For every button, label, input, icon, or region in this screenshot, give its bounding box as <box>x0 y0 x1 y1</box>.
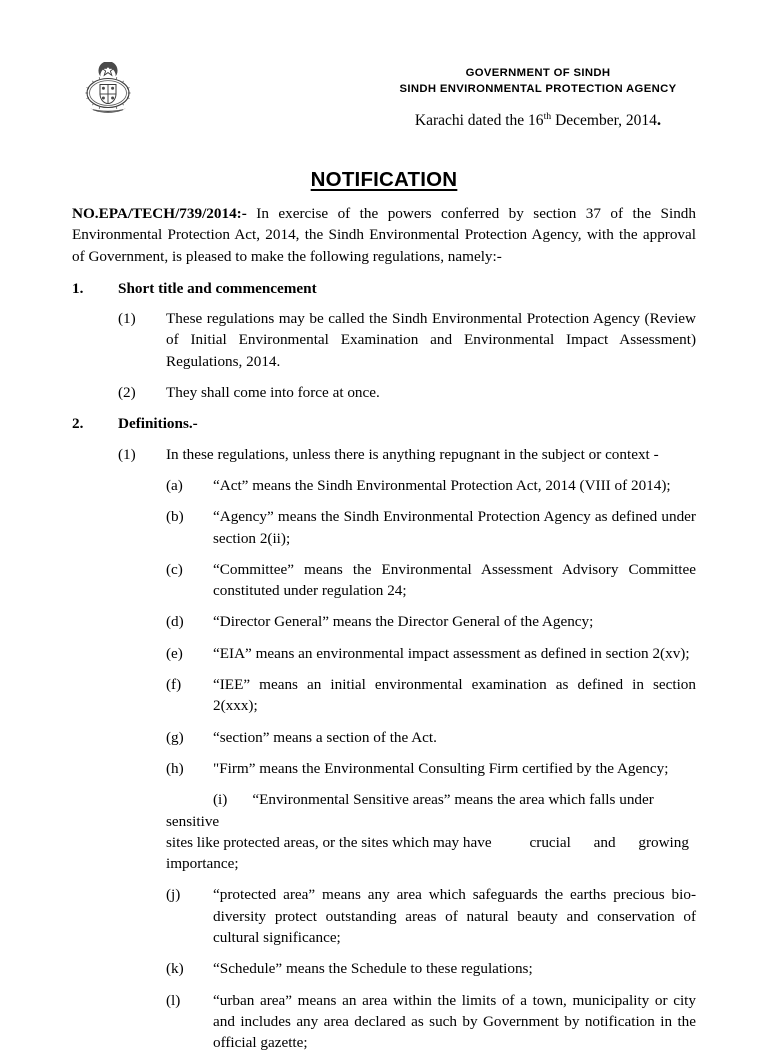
definition-marker: (d) <box>166 613 184 631</box>
clause-text: These regulations may be called the Sindh Environmental Protection Agency (Review of Initial Environmental Examination and Environmental Impact Assessment) Regulations, 2014. <box>166 310 696 370</box>
preamble-paragraph <box>72 203 696 267</box>
definition-text-line-2: sites like protected areas, or the sites which may have crucial and growing <box>166 833 689 851</box>
clause-text: In these regulations, unless there is anything repugnant in the subject or context - <box>166 445 659 463</box>
definition-marker: (b) <box>166 508 184 526</box>
definition-item <box>166 475 696 496</box>
date-line <box>380 110 696 131</box>
definition-text: “Act” means the Sindh Environmental Protection Act, 2014 (VIII of 2014); <box>213 476 671 494</box>
definition-text-line-1: “Environmental Sensitive areas” means the area which falls under sensitive <box>166 791 654 830</box>
definition-item <box>166 506 696 549</box>
date-endmark: . <box>656 110 662 129</box>
document-header <box>72 58 696 150</box>
definition-item <box>166 884 696 948</box>
section-heading <box>72 278 696 299</box>
definition-text-line-3: importance; <box>166 855 239 873</box>
clause-text: They shall come into force at once. <box>166 384 380 402</box>
definition-item <box>166 611 696 632</box>
clause-marker: (1) <box>118 310 136 328</box>
section-marker: 1. <box>72 279 84 297</box>
definition-item <box>166 559 696 602</box>
definition-text: “EIA” means an environmental impact assessment as defined in section 2(xv); <box>213 644 690 662</box>
clause <box>118 444 696 465</box>
definition-text: “protected area” means any area which safeguards the earths precious bio-diversity protect outstanding areas of natural beauty and conservation of cultural significance; <box>213 886 696 947</box>
definition-item <box>166 958 696 979</box>
section-heading <box>72 413 696 434</box>
definition-marker: (k) <box>166 960 184 978</box>
definition-marker: (c) <box>166 560 183 578</box>
preamble-text: In exercise of the powers conferred by section 37 of the Sindh Environmental Protection Act, 2014, the Sindh Environmental Protection Agency, with the approval of Government, is pleased to make the following regulations, namely:- <box>72 205 696 265</box>
clause-marker: (1) <box>118 445 136 463</box>
definition-text: “section” means a section of the Act. <box>213 728 437 746</box>
definition-marker: (i) <box>213 791 228 809</box>
definition-marker: (h) <box>166 759 184 777</box>
clause <box>118 308 696 372</box>
date-ordinal-suffix: th <box>543 110 552 122</box>
agency-line: SINDH ENVIRONMENTAL PROTECTION AGENCY <box>399 83 677 95</box>
definition-text: “Schedule” means the Schedule to these regulations; <box>213 960 533 978</box>
section-heading-text: Short title and commencement <box>118 279 317 297</box>
definition-marker: (l) <box>166 991 181 1009</box>
definition-marker: (a) <box>166 476 183 494</box>
header-title-block <box>380 65 696 97</box>
reference-number: NO.EPA/TECH/739/2014:- <box>72 205 247 222</box>
page-title-text: NOTIFICATION <box>310 168 458 191</box>
clause <box>118 382 696 403</box>
definition-marker: (e) <box>166 644 183 662</box>
definition-text: “Director General” means the Director General of the Agency; <box>213 613 594 631</box>
definition-item <box>166 758 696 779</box>
definition-text: “urban area” means an area within the limits of a town, municipality or city and includes any area declared as such by Government by notification in the official gazette; <box>213 991 696 1052</box>
date-prefix: Karachi dated the 16 <box>414 112 544 129</box>
state-emblem-of-pakistan-icon <box>80 62 136 122</box>
document-body <box>72 203 696 1064</box>
definition-marker: (g) <box>166 728 184 746</box>
definition-item <box>166 643 696 664</box>
definition-text: “IEE” means an initial environmental examination as defined in section 2(xxx); <box>213 676 696 715</box>
definition-text: "Firm” means the Environmental Consulting Firm certified by the Agency; <box>213 759 669 777</box>
section-marker: 2. <box>72 415 84 433</box>
clause-marker: (2) <box>118 384 136 402</box>
definition-text: “Committee” means the Environmental Assessment Advisory Committee constituted under regulation 24; <box>213 560 696 600</box>
definition-item <box>166 674 696 717</box>
definition-text: “Agency” means the Sindh Environmental Protection Agency as defined under section 2(ii); <box>213 508 696 547</box>
page-title <box>72 168 696 192</box>
definition-item <box>166 727 696 748</box>
definition-item <box>166 789 696 874</box>
definition-marker: (f) <box>166 676 182 694</box>
definition-marker: (j) <box>166 886 181 904</box>
date-suffix: December, 2014 <box>551 112 657 129</box>
section-heading-text: Definitions.- <box>118 415 198 433</box>
definition-item <box>166 990 696 1054</box>
government-line: GOVERNMENT OF SINDH <box>465 67 611 79</box>
